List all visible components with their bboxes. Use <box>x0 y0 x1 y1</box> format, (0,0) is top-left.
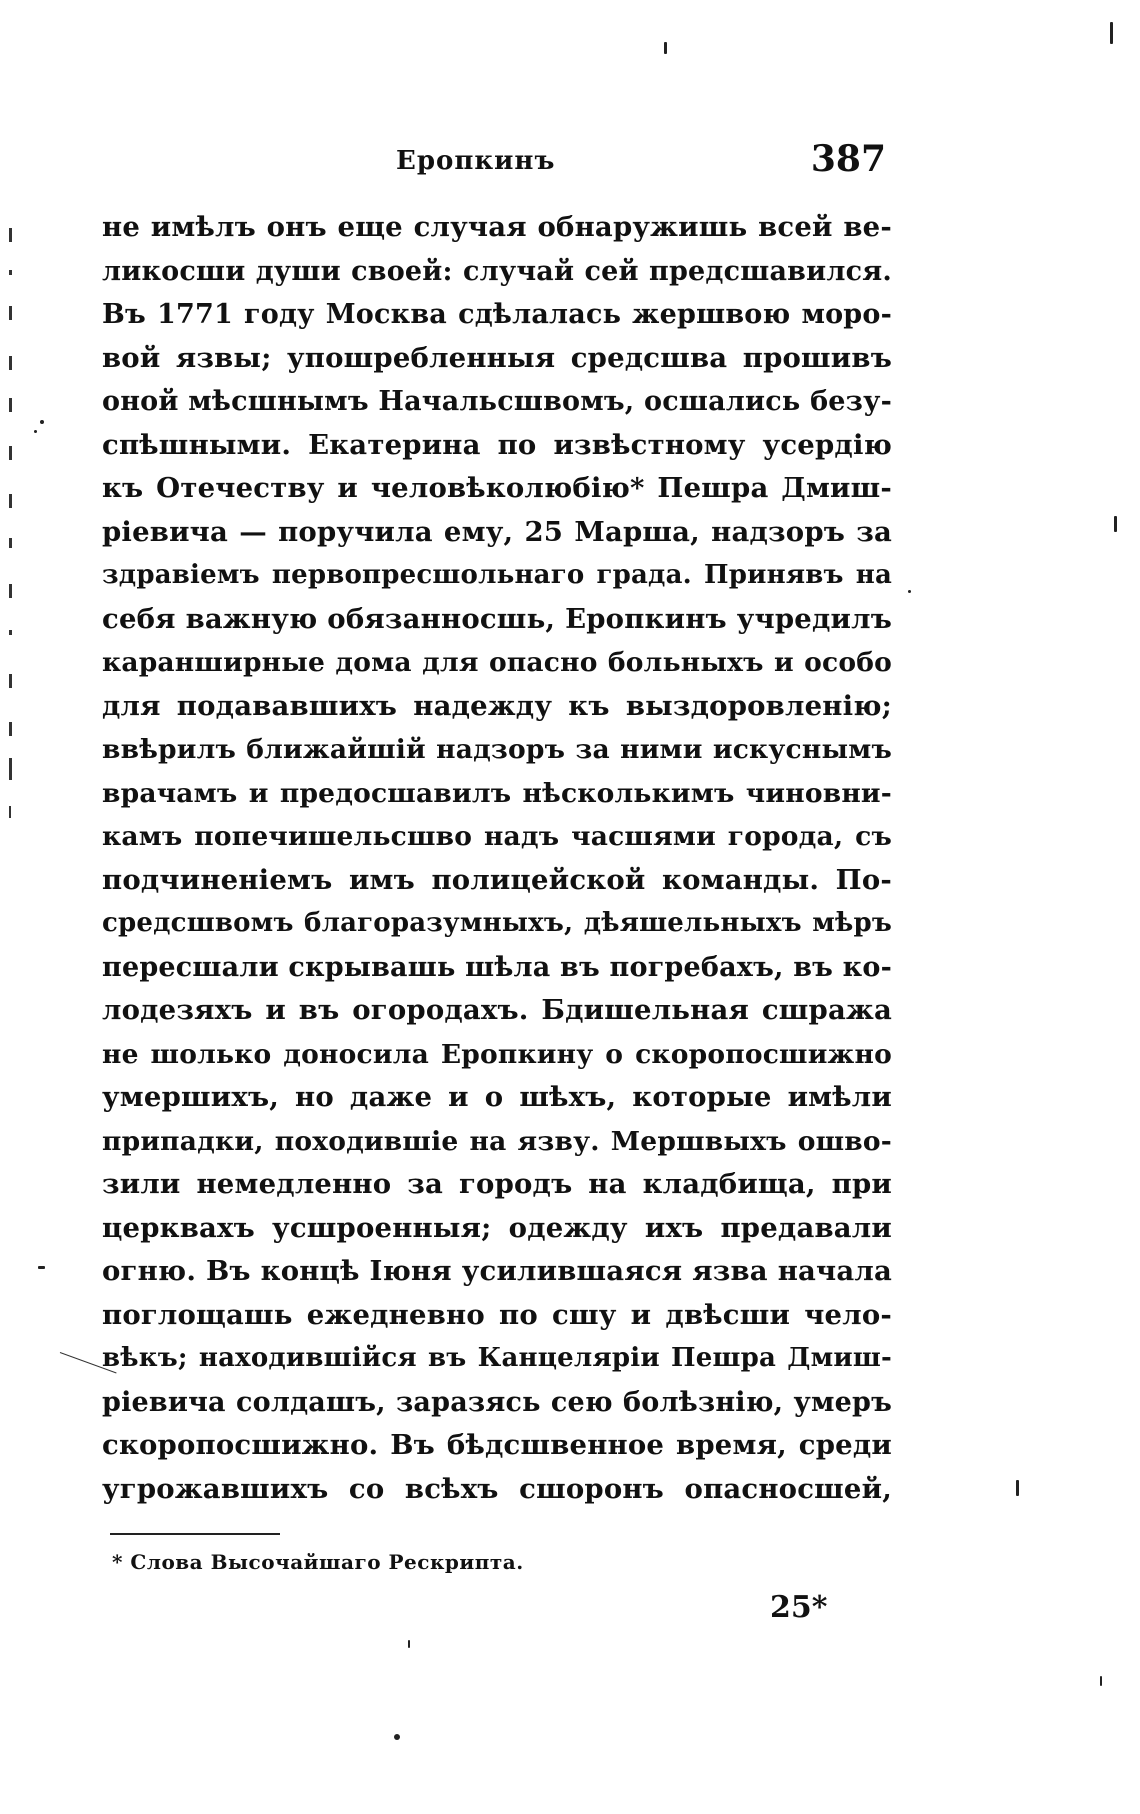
margin-mark <box>9 446 12 460</box>
text-line: умершихъ, но даже и о шѣхъ, которые имѣли <box>102 1081 892 1113</box>
margin-mark <box>9 584 12 598</box>
scan-speck <box>1016 1480 1019 1496</box>
text-line: спѣшными. Екатерина по извѣстному усердію <box>102 428 892 461</box>
text-line: вой язвы; упошребленныя средсшва прошивъ <box>102 341 892 374</box>
scan-speck <box>394 1734 400 1740</box>
text-line: врачамъ и предосшавилъ нѣсколькимъ чиновни- <box>102 777 892 809</box>
footnote-rule <box>110 1533 280 1535</box>
scan-speck <box>38 1266 45 1269</box>
margin-mark <box>9 674 12 688</box>
margin-mark <box>9 494 12 508</box>
scan-speck <box>1110 22 1113 44</box>
text-line: зили немедленно за городъ на кладбища, при <box>102 1168 892 1200</box>
text-line: камъ попечишельсшво надъ часшями города, съ <box>102 821 892 852</box>
footnote: * Слова Высочайшаго Рескрипта. <box>112 1550 524 1574</box>
margin-mark <box>9 356 12 370</box>
text-line: лодезяхъ и въ огородахъ. Бдишельная сшража <box>102 994 892 1026</box>
text-line: церквахъ усшроенныя; одежду ихъ предавали <box>102 1211 892 1244</box>
text-line: ликосши души своей: случай сей предсшавился. <box>102 255 892 287</box>
text-line: средсшвомъ благоразумныхъ, дѣяшельныхъ мѣръ <box>102 908 892 938</box>
scan-speck <box>908 590 911 593</box>
text-line: подчиненіемъ имъ полицейской команды. По- <box>102 863 892 896</box>
running-head-title: Еропкинъ <box>396 146 556 176</box>
margin-mark <box>9 228 12 242</box>
text-line: не шолько доносила Еропкину о скоропосшижно <box>102 1038 892 1070</box>
text-line: себя важную обязанносшь, Еропкинъ учредилъ <box>102 602 892 635</box>
scan-speck <box>1114 516 1117 532</box>
margin-mark <box>9 722 12 736</box>
text-line: не имѣлъ онъ еще случая обнаружишь всей ве- <box>102 211 892 243</box>
text-line: ріевича солдашъ, заразясь сею болѣзнію, умеръ <box>102 1386 892 1418</box>
margin-mark <box>9 630 12 635</box>
text-line: ввѣрилъ ближайшій надзоръ за ними искуснымъ <box>102 734 892 765</box>
margin-mark <box>9 758 12 780</box>
scan-speck <box>664 42 667 54</box>
margin-mark <box>9 538 12 548</box>
text-line: пересшали скрывашь шѣла въ погребахъ, въ ко- <box>102 951 892 983</box>
text-line: скоропосшижно. Въ бѣдсшвенное время, среди <box>102 1429 892 1461</box>
text-line: угрожавшихъ со всѣхъ сшоронъ опасносшей, <box>102 1472 892 1505</box>
scan-speck <box>40 420 44 424</box>
text-line: припадки, походившіе на язву. Мершвыхъ ошво- <box>102 1125 892 1157</box>
text-line: вѣкъ; находившійся въ Канцеляріи Пешра Дмиш- <box>102 1343 892 1373</box>
text-line: Въ 1771 году Москва сдѣлалась жершвою моро- <box>102 299 892 330</box>
text-line: къ Отечеству и человѣколюбію* Пешра Дмиш- <box>102 472 892 504</box>
scan-speck <box>1100 1676 1102 1686</box>
scan-speck <box>34 430 37 433</box>
text-line: ріевича — поручила ему, 25 Марша, надзоръ за <box>102 515 892 548</box>
margin-mark <box>9 398 12 412</box>
margin-mark <box>9 306 12 320</box>
scan-speck <box>408 1640 410 1648</box>
text-line: поглощашь ежедневно по сшу и двѣсши чело- <box>102 1298 892 1331</box>
margin-mark <box>9 806 11 818</box>
signature-mark: 25* <box>770 1590 828 1625</box>
page-number: 387 <box>810 138 886 180</box>
body-text <box>102 206 892 1511</box>
text-line: для подававшихъ надежду къ выздоровленію; <box>102 689 892 722</box>
margin-mark <box>9 270 12 275</box>
running-head <box>110 138 890 188</box>
text-line: огню. Въ концѣ Іюня усилившаяся язва начала <box>102 1255 892 1287</box>
text-line: оной мѣсшнымъ Начальсшвомъ, осшались безу- <box>102 386 892 417</box>
text-line: здравіемъ первопресшольнаго града. Принявъ на <box>102 560 892 590</box>
text-line: каранширные дома для опасно больныхъ и особо <box>102 647 892 678</box>
